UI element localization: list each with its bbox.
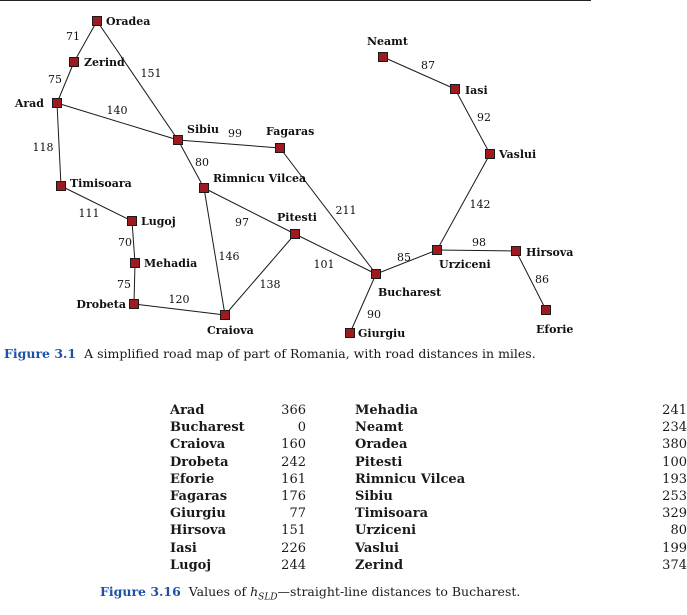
sld-value: 80 (670, 523, 687, 539)
sld-city-name: Timisoara (355, 506, 428, 522)
city-label-drobeta: Drobeta (76, 298, 126, 311)
city-marker-hirsova (512, 247, 521, 256)
sld-value: 380 (662, 437, 687, 453)
city-marker-eforie (542, 306, 551, 315)
sld-city-name: Neamt (355, 420, 404, 436)
road-pitesti-bucharest (295, 234, 376, 274)
sld-value: 241 (662, 403, 687, 418)
caption-text: A simplified road map of part of Romania, with road distances in miles. (84, 346, 536, 361)
sld-value: 242 (281, 454, 306, 470)
sld-city-name: Fagaras (170, 488, 228, 504)
sld-city-name: Lugoj (170, 557, 212, 573)
distance-label-craiova-pitesti: 138 (259, 278, 281, 291)
city-label-giurgiu: Giurgiu (358, 327, 406, 340)
sld-city-name: Bucharest (170, 420, 245, 436)
distance-label-mehadia-drobeta: 75 (117, 278, 131, 291)
figure-number: Figure 3.16 (100, 584, 181, 599)
road-bucharest-giurgiu (350, 274, 376, 333)
city-label-pitesti: Pitesti (277, 211, 317, 224)
road-mehadia-drobeta (134, 263, 135, 304)
sld-value: 374 (662, 557, 687, 573)
distance-label-zerind-arad: 75 (48, 73, 62, 86)
distance-label-bucharest-giurgiu: 90 (367, 308, 381, 321)
city-label-oradea: Oradea (106, 15, 151, 28)
city-marker-arad (53, 99, 62, 108)
road-craiova-pitesti (225, 234, 295, 315)
road-sibiu-fagaras (178, 140, 280, 148)
sld-value: 193 (662, 471, 687, 487)
city-marker-rimnicu (200, 184, 209, 193)
city-marker-iasi (451, 85, 460, 94)
city-label-eforie: Eforie (536, 323, 574, 336)
sld-value: 151 (281, 523, 306, 539)
distance-label-timisoara-lugoj: 111 (78, 207, 100, 220)
sld-value: 100 (662, 454, 687, 470)
city-label-lugoj: Lugoj (141, 215, 176, 228)
city-label-fagaras: Fagaras (266, 125, 315, 138)
distance-label-rimnicu-pitesti: 97 (235, 216, 249, 229)
road-arad-timisoara (57, 103, 61, 186)
distance-label-pitesti-bucharest: 101 (313, 258, 335, 271)
sld-city-name: Hirsova (170, 523, 227, 539)
city-marker-drobeta (130, 300, 139, 309)
sld-city-name: Urziceni (355, 523, 417, 539)
h-symbol: h (250, 584, 259, 599)
city-marker-craiova (221, 311, 230, 320)
distance-label-oradea-sibiu: 151 (140, 67, 162, 80)
distance-label-sibiu-fagaras: 99 (228, 127, 242, 140)
sld-value: 366 (281, 403, 306, 418)
sld-value: 199 (662, 540, 687, 556)
city-marker-mehadia (131, 259, 140, 268)
distance-label-fagaras-bucharest: 211 (335, 204, 357, 217)
road-iasi-neamt (383, 57, 455, 89)
sld-city-name: Vaslui (355, 540, 399, 556)
distance-label-drobeta-craiova: 120 (168, 293, 190, 306)
sld-city-name: Pitesti (355, 454, 403, 470)
sld-city-name: Sibiu (355, 488, 393, 504)
sld-city-name: Drobeta (170, 454, 229, 470)
distance-label-arad-timisoara: 118 (32, 141, 54, 154)
city-labels (14, 15, 574, 340)
distance-label-oradea-zerind: 71 (66, 30, 80, 43)
sld-city-name: Rimnicu Vilcea (355, 471, 466, 487)
city-label-arad: Arad (14, 97, 44, 110)
distance-label-iasi-neamt: 87 (421, 59, 435, 72)
romania-road-map (0, 0, 591, 345)
sld-city-name: Arad (170, 403, 205, 418)
city-marker-timisoara (57, 182, 66, 191)
sld-city-name: Oradea (355, 437, 408, 453)
sld-city-name: Eforie (170, 471, 215, 487)
distance-label-arad-sibiu: 140 (106, 104, 128, 117)
city-label-hirsova: Hirsova (526, 246, 574, 259)
distance-label-urziceni-hirsova: 98 (472, 236, 486, 249)
distance-label-rimnicu-craiova: 146 (218, 250, 240, 263)
sld-city-name: Iasi (170, 540, 197, 556)
city-label-vaslui: Vaslui (499, 148, 537, 161)
city-label-mehadia: Mehadia (144, 257, 198, 270)
city-label-zerind: Zerind (84, 56, 125, 69)
city-marker-oradea (93, 17, 102, 26)
sld-value: 161 (281, 471, 306, 487)
city-marker-giurgiu (346, 329, 355, 338)
distance-label-urziceni-vaslui: 142 (469, 198, 491, 211)
h-subscript: SLD (258, 592, 278, 603)
sld-value: 77 (289, 506, 306, 522)
road-oradea-sibiu (97, 21, 178, 140)
city-marker-bucharest (372, 270, 381, 279)
city-label-neamt: Neamt (367, 35, 408, 48)
sld-city-name: Giurgiu (170, 506, 226, 522)
city-label-iasi: Iasi (465, 84, 488, 97)
sld-city-name: Craiova (170, 437, 226, 453)
sld-value: 0 (297, 420, 306, 436)
distance-label-bucharest-urziceni: 85 (397, 251, 411, 264)
city-label-sibiu: Sibiu (187, 123, 219, 136)
sld-value: 329 (662, 506, 687, 522)
city-marker-sibiu (174, 136, 183, 145)
distance-label-vaslui-iasi: 92 (477, 111, 491, 124)
caption-prefix: Values of (188, 584, 251, 599)
city-marker-vaslui (486, 150, 495, 159)
sld-value: 244 (281, 557, 306, 573)
figure-number: Figure 3.1 (4, 346, 77, 361)
city-marker-zerind (70, 58, 79, 67)
city-label-timisoara: Timisoara (70, 177, 132, 190)
sld-city-name: Mehadia (355, 403, 418, 418)
city-label-urziceni: Urziceni (439, 258, 491, 271)
sld-value: 234 (662, 420, 687, 436)
sld-city-name: Zerind (355, 557, 404, 573)
city-label-bucharest: Bucharest (378, 286, 442, 299)
distance-label-hirsova-eforie: 86 (535, 273, 549, 286)
city-marker-pitesti (291, 230, 300, 239)
city-label-rimnicu: Rimnicu Vilcea (213, 172, 307, 185)
sld-value: 160 (281, 437, 306, 453)
city-marker-lugoj (128, 217, 137, 226)
distance-label-lugoj-mehadia: 70 (118, 236, 132, 249)
figure-3-16-caption (100, 584, 520, 603)
sld-value: 226 (281, 540, 306, 556)
distance-label-sibiu-rimnicu: 80 (195, 156, 209, 169)
figure-3-1-caption (4, 346, 536, 361)
road-urziceni-hirsova (437, 250, 516, 251)
city-marker-urziceni (433, 246, 442, 255)
sld-value: 253 (662, 488, 687, 504)
sld-value: 176 (281, 488, 306, 504)
caption-suffix: —straight-line distances to Bucharest. (277, 584, 521, 599)
city-label-craiova: Craiova (207, 324, 254, 337)
city-marker-fagaras (276, 144, 285, 153)
road-lugoj-mehadia (132, 221, 135, 263)
city-marker-neamt (379, 53, 388, 62)
